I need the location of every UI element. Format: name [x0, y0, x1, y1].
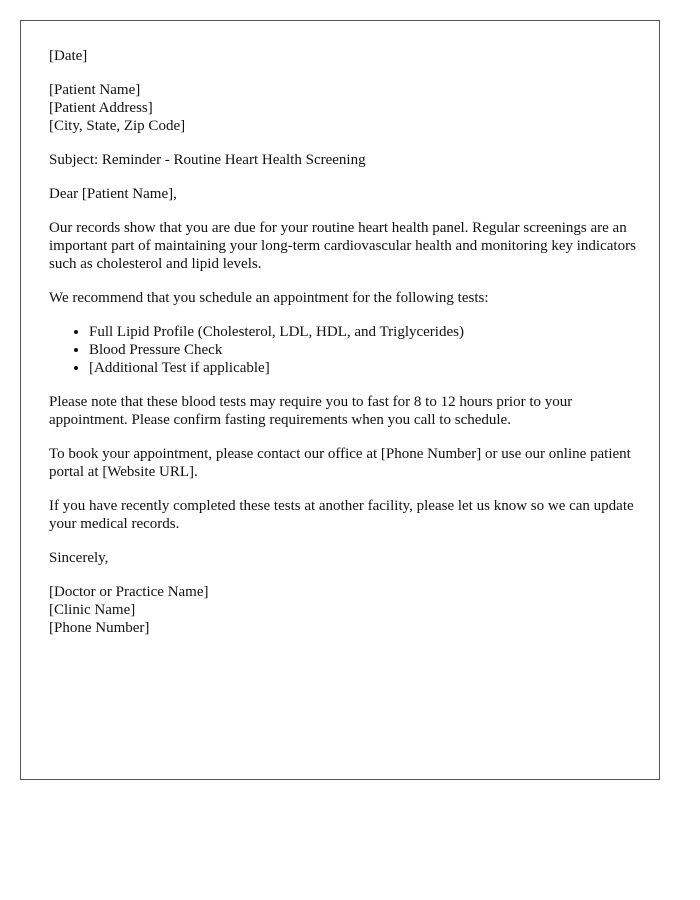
- subject-line: Subject: Reminder - Routine Heart Health Screening: [49, 152, 366, 168]
- signature-phone: [Phone Number]: [49, 620, 150, 636]
- paragraph-records-update: If you have recently completed these tests at another facility, please let us know so we can update your medical records.: [49, 498, 634, 532]
- letter-content: [49, 47, 639, 653]
- test-list: [49, 323, 639, 377]
- list-item: • Full Lipid Profile (Cholesterol, LDL, HDL, and Triglycerides): [89, 323, 639, 341]
- list-item: • Blood Pressure Check: [89, 341, 639, 359]
- paragraph-due-notice: Our records show that you are due for your routine heart health panel. Regular screenings are an important part of maintaining your long-term cardiovascular health and monitoring key indicators such as cholesterol and lipid levels.: [49, 220, 636, 272]
- list-item: • [Additional Test if applicable]: [89, 359, 639, 377]
- recipient-name: [Patient Name]: [49, 82, 141, 98]
- paragraph-recommendation: We recommend that you schedule an appointment for the following tests:: [49, 290, 489, 306]
- letter-page: [20, 20, 660, 780]
- salutation: Dear [Patient Name],: [49, 186, 177, 202]
- signature-doctor: [Doctor or Practice Name]: [49, 584, 209, 600]
- date-block: [49, 47, 639, 65]
- letter-date: [Date]: [49, 48, 88, 64]
- closing: Sincerely,: [49, 550, 109, 566]
- recipient-city-state-zip: [City, State, Zip Code]: [49, 118, 186, 134]
- signature-block: [49, 583, 639, 637]
- paragraph-booking: To book your appointment, please contact our office at [Phone Number] or use our online patient portal at [Website URL].: [49, 446, 631, 480]
- paragraph-fasting-note: Please note that these blood tests may require you to fast for 8 to 12 hours prior to your appointment. Please confirm fasting requirements when you call to schedule.: [49, 394, 573, 428]
- signature-clinic: [Clinic Name]: [49, 602, 136, 618]
- recipient-address: [Patient Address]: [49, 100, 153, 116]
- recipient-address-block: [49, 81, 639, 135]
